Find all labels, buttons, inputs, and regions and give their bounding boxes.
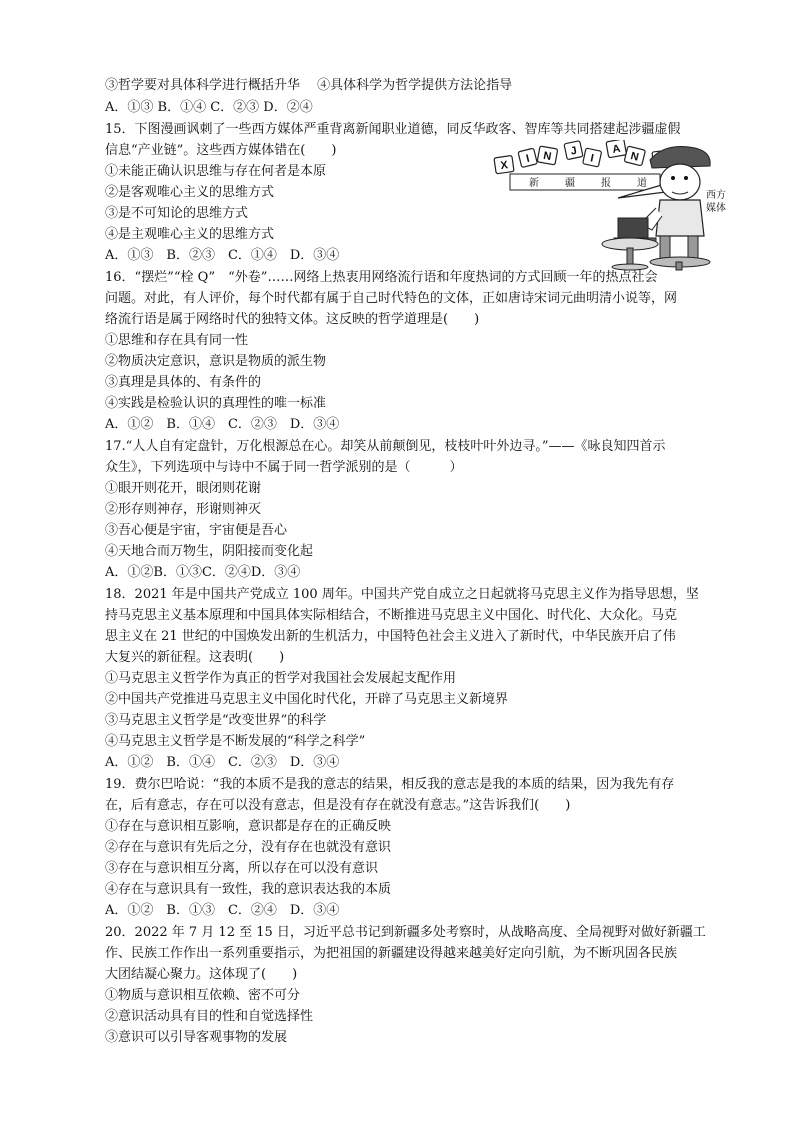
cartoon-caption-char: 新: [529, 178, 539, 189]
q17-stem-line: 众生》，下列选项中与诗中不属于同一哲学派别的是（ ）: [105, 460, 463, 475]
cartoon-letter: J: [569, 144, 578, 158]
q19-stem-line: 在，后有意志，存在可以没有意志，但是没有存在就没有意志。”这告诉我们( ): [105, 798, 571, 813]
q18-option: ④马克思主义哲学是不断发展的“科学之科学”: [105, 734, 366, 749]
cartoon-letter: I: [525, 152, 531, 165]
q20-stem-line: 大团结凝心聚力。这体现了( ): [105, 967, 298, 982]
q20-option: ①物质与意识相互依赖、密不可分: [105, 988, 301, 1003]
q15-stem-line: 15．下图漫画讽刺了一些西方媒体严重背离新闻职业道德，同反华政客、智库等共同搭建起涉疆虚假: [105, 122, 681, 137]
cartoon-letter: A: [611, 142, 622, 156]
q16-answers: A．①② B．①④ C．②③ D．③④: [105, 417, 340, 432]
q15-answers: A．①③ B．②③ C．①④ D．③④: [105, 248, 340, 263]
q16-stem-line: 16．“摆烂”“栓 Q” “外卷”……网络上热衷用网络流行语和年度热词的方式回顾一年的热点社会: [105, 270, 658, 285]
q19-option: ①存在与意识相互影响，意识都是存在的正确反映: [105, 819, 392, 834]
q15-option: ②是客观唯心主义的思维方式: [105, 185, 275, 200]
q17-stem-line: 17.“人人自有定盘针，万化根源总在心。却笑从前颠倒见，枝枝叶叶外边寻。”——《咏良知四首示: [105, 439, 666, 454]
cartoon-media-label: 媒体: [706, 203, 726, 214]
q18-stem-line: 18．2021 年是中国共产党成立 100 周年。中国共产党自成立之日起就将马克思主义作为指导思想，坚: [105, 587, 699, 602]
q16-option: ②物质决定意识，意识是物质的派生物: [105, 354, 327, 369]
cartoon-caption-char: 疆: [565, 178, 575, 189]
q19-option: ③存在与意识相互分离，所以存在可以没有意识: [105, 861, 379, 876]
q20-option: ③意识可以引导客观事物的发展: [105, 1030, 288, 1045]
cartoon-letter: N: [629, 150, 640, 164]
q19-option: ②存在与意识有先后之分，没有存在也就没有意识: [105, 840, 392, 855]
q14-option-line: ③哲学要对具体科学进行概括升华 ④具体科学为哲学提供方法论指导: [105, 78, 513, 93]
q15-option: ④是主观唯心主义的思维方式: [105, 227, 275, 242]
q14-answers: A．①③ B．①④ C．②③ D．②④: [105, 100, 313, 115]
q15-stem-line: 信息“产业链”。这些西方媒体错在( ): [105, 143, 337, 158]
q20-stem-line: 20．2022 年 7 月 12 至 15 日，习近平总书记到新疆多处考察时，从战略高度、全局视野对做好新疆工: [105, 925, 706, 940]
q18-option: ③马克思主义哲学是“改变世界”的科学: [105, 713, 327, 728]
cartoon-caption-bar: [510, 174, 660, 190]
cartoon-letter: X: [499, 159, 509, 173]
q17-option: ②形存则神存，形谢则神灭: [105, 502, 262, 517]
cartoon-media-label: 西方: [706, 190, 726, 201]
q15-option: ③是不可知论的思维方式: [105, 206, 249, 221]
q17-answers: A．①②B．①③C．②④D．③④: [105, 565, 301, 580]
xinjiang-media-cartoon: [490, 140, 735, 272]
q16-option: ①思维和存在具有同一性: [105, 333, 249, 348]
q17-option: ①眼开则花开，眼闭则花谢: [105, 481, 262, 496]
q20-option: ②意识活动具有目的性和自觉选择性: [105, 1009, 314, 1024]
q20-stem-line: 作、民族工作作出一系列重要指示，为把祖国的新疆建设得越来越美好定向引航，为不断巩固各民族: [105, 946, 678, 961]
q18-stem-line: 思主义在 21 世纪的中国焕发出新的生机活力，中国特色社会主义进入了新时代，中华民族开启了伟: [105, 629, 676, 644]
q16-option: ③真理是具体的、有条件的: [105, 375, 262, 390]
q17-option: ④天地合而万物生，阴阳接而变化起: [105, 544, 314, 559]
q16-stem-line: 络流行语是属于网络时代的独特文体。这反映的哲学道理是( ): [105, 312, 480, 327]
q16-stem-line: 问题。对此，有人评价，每个时代都有属于自己时代特色的文体，正如唐诗宋词元曲明清小说等，网: [105, 291, 678, 306]
cartoon-caption-char: 报: [601, 178, 611, 189]
cartoon-figure: [602, 147, 710, 271]
q16-option: ④实践是检验认识的真理性的唯一标准: [105, 396, 327, 411]
cartoon-letter-banner: [494, 140, 672, 174]
q17-option: ③吾心便是宇宙，宇宙便是吾心: [105, 523, 288, 538]
q15-option: ①未能正确认识思维与存在何者是本原: [105, 164, 327, 179]
cartoon-letter: N: [542, 149, 553, 164]
q19-stem-line: 19．费尔巴哈说：“我的本质不是我的意志的结果，相反我的意志是我的本质的结果，因为我先有存: [105, 777, 675, 792]
cartoon-letter: I: [589, 152, 595, 165]
q18-stem-line: 大复兴的新征程。这表明( ): [105, 650, 285, 665]
q18-stem-line: 持马克思主义基本原理和中国具体实际相结合，不断推进马克思主义中国化、时代化、大众化。马克: [105, 608, 678, 623]
q18-answers: A．①② B．①④ C．②③ D．③④: [105, 755, 340, 770]
q19-option: ④存在与意识具有一致性，我的意识表达我的本质: [105, 882, 392, 897]
cartoon-caption-char: 道: [637, 178, 647, 189]
q18-option: ②中国共产党推进马克思主义中国化时代化，开辟了马克思主义新境界: [105, 692, 509, 707]
q19-answers: A．①② B．①③ C．②④ D．③④: [105, 903, 340, 918]
q18-option: ①马克思主义哲学作为真正的哲学对我国社会发展起支配作用: [105, 671, 457, 686]
